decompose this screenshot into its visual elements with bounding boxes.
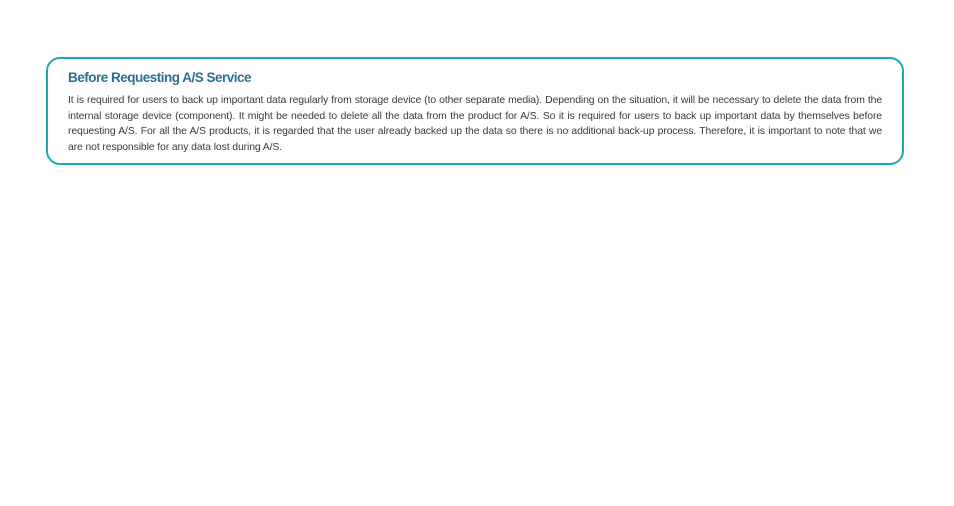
notice-body: It is required for users to back up important data regularly from storage device (to other separate media). Depending on the situation, it will be necessary to delete the data from the internal storage device (component). It might be needed to delete all the data from the product for A/S. So it is required for users to back up important data by themselves before requesting A/S. For all the A/S products, it is regarded that the user already backed up the data so there is no additional back-up process. Therefore, it is important to note that we are not responsible for any data lost during A/S. [68, 95, 882, 153]
notice-box [46, 57, 904, 165]
notice-title: Before Requesting A/S Service [68, 70, 252, 85]
